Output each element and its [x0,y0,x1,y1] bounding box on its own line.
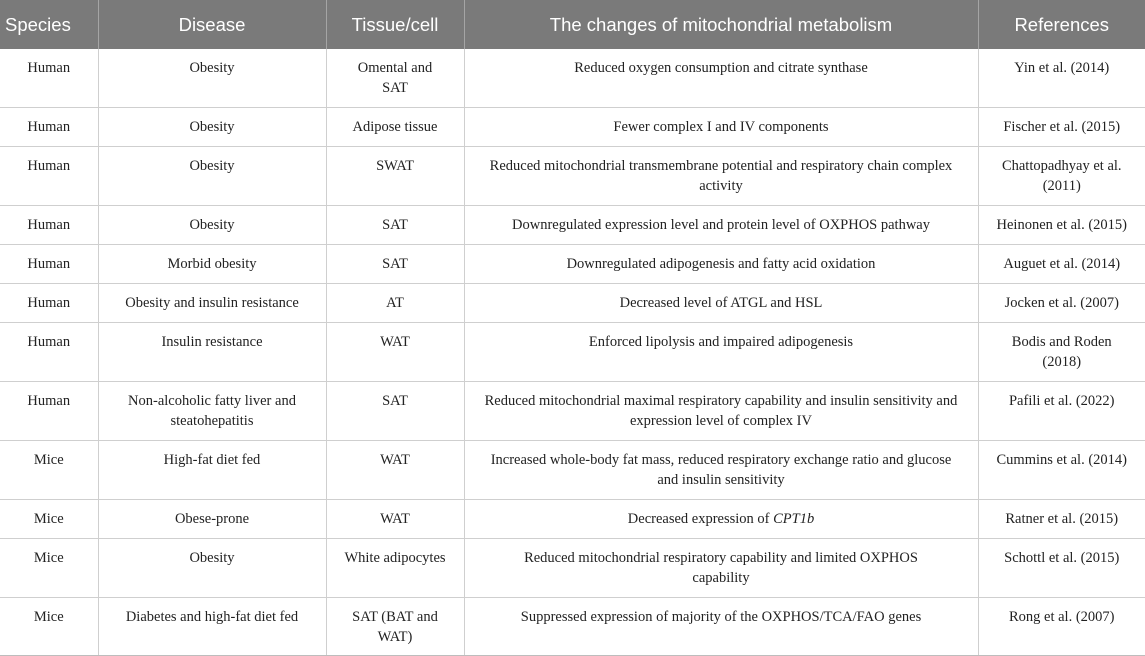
header-references: References [978,0,1145,49]
cell-changes: Suppressed expression of majority of the OXPHOS/TCA/FAO genes [464,597,978,655]
cell-disease: Insulin resistance [98,322,326,381]
cell-disease: Obesity [98,49,326,107]
cell-tissue: SAT [326,205,464,244]
cell-changes: Enforced lipolysis and impaired adipogenesis [464,322,978,381]
table-row [0,107,1145,146]
cell-changes: Reduced mitochondrial transmembrane potential and respiratory chain complex activity [464,146,978,205]
cell-changes: Reduced mitochondrial maximal respiratory capability and insulin sensitivity and expression level of complex IV [464,381,978,440]
cell-changes: Decreased level of ATGL and HSL [464,283,978,322]
gene-name-italic: CPT1b [773,510,815,527]
cell-reference: Ratner et al. (2015) [978,499,1145,538]
cell-disease: Obesity [98,107,326,146]
cell-disease: High-fat diet fed [98,440,326,499]
cell-reference: Jocken et al. (2007) [978,283,1145,322]
cell-disease: Obesity and insulin resistance [98,283,326,322]
cell-species: Human [0,107,98,146]
cell-disease: Diabetes and high-fat diet fed [98,597,326,655]
table-row [0,597,1145,655]
cell-disease: Obesity [98,538,326,597]
cell-species: Mice [0,597,98,655]
table-row [0,283,1145,322]
cell-disease: Obesity [98,146,326,205]
header-tissue-cell: Tissue/cell [326,0,464,49]
cell-reference: Heinonen et al. (2015) [978,205,1145,244]
table-row [0,146,1145,205]
cell-species: Human [0,205,98,244]
cell-reference: Pafili et al. (2022) [978,381,1145,440]
cell-changes: Downregulated expression level and protein level of OXPHOS pathway [464,205,978,244]
table-row [0,205,1145,244]
cell-changes: Reduced mitochondrial respiratory capability and limited OXPHOS capability [464,538,978,597]
cell-species: Human [0,49,98,107]
cell-species: Human [0,381,98,440]
cell-changes: Fewer complex I and IV components [464,107,978,146]
header-mitochondrial-changes: The changes of mitochondrial metabolism [464,0,978,49]
cell-disease: Non-alcoholic fatty liver and steatohepatitis [98,381,326,440]
cell-reference: Auguet et al. (2014) [978,244,1145,283]
cell-disease: Morbid obesity [98,244,326,283]
cell-species: Human [0,244,98,283]
cell-tissue [326,49,464,107]
cell-changes: Reduced oxygen consumption and citrate synthase [464,49,978,107]
cell-reference: Fischer et al. (2015) [978,107,1145,146]
cell-tissue: SAT [326,381,464,440]
cell-tissue: AT [326,283,464,322]
cell-reference: Yin et al. (2014) [978,49,1145,107]
cell-tissue: WAT [326,440,464,499]
header-disease: Disease [98,0,326,49]
cell-tissue-text: Omental and SAT [357,60,433,96]
table-row [0,440,1145,499]
cell-tissue: Adipose tissue [326,107,464,146]
table-row [0,49,1145,107]
cell-reference: Rong et al. (2007) [978,597,1145,655]
cell-changes: Downregulated adipogenesis and fatty acid oxidation [464,244,978,283]
cell-changes: Increased whole-body fat mass, reduced respiratory exchange ratio and glucose and insulin sensitivity [464,440,978,499]
cell-species: Mice [0,538,98,597]
table-row [0,381,1145,440]
cell-changes [464,499,978,538]
cell-species: Human [0,283,98,322]
table-header-row [0,0,1145,49]
cell-changes-text: Decreased expression of [627,510,774,527]
cell-tissue: WAT [326,499,464,538]
table-row [0,499,1145,538]
cell-tissue: SAT (BAT and WAT) [326,597,464,655]
cell-species: Mice [0,440,98,499]
table-row [0,244,1145,283]
cell-species: Mice [0,499,98,538]
cell-tissue: White adipocytes [326,538,464,597]
header-species: Species [0,0,98,49]
cell-tissue: WAT [326,322,464,381]
cell-tissue: SWAT [326,146,464,205]
cell-reference: Cummins et al. (2014) [978,440,1145,499]
table-row [0,538,1145,597]
cell-reference: Schottl et al. (2015) [978,538,1145,597]
cell-reference: Bodis and Roden (2018) [978,322,1145,381]
cell-tissue: SAT [326,244,464,283]
cell-species: Human [0,322,98,381]
cell-disease: Obese-prone [98,499,326,538]
cell-species: Human [0,146,98,205]
cell-disease: Obesity [98,205,326,244]
cell-reference: Chattopadhyay et al. (2011) [978,146,1145,205]
table-row [0,322,1145,381]
